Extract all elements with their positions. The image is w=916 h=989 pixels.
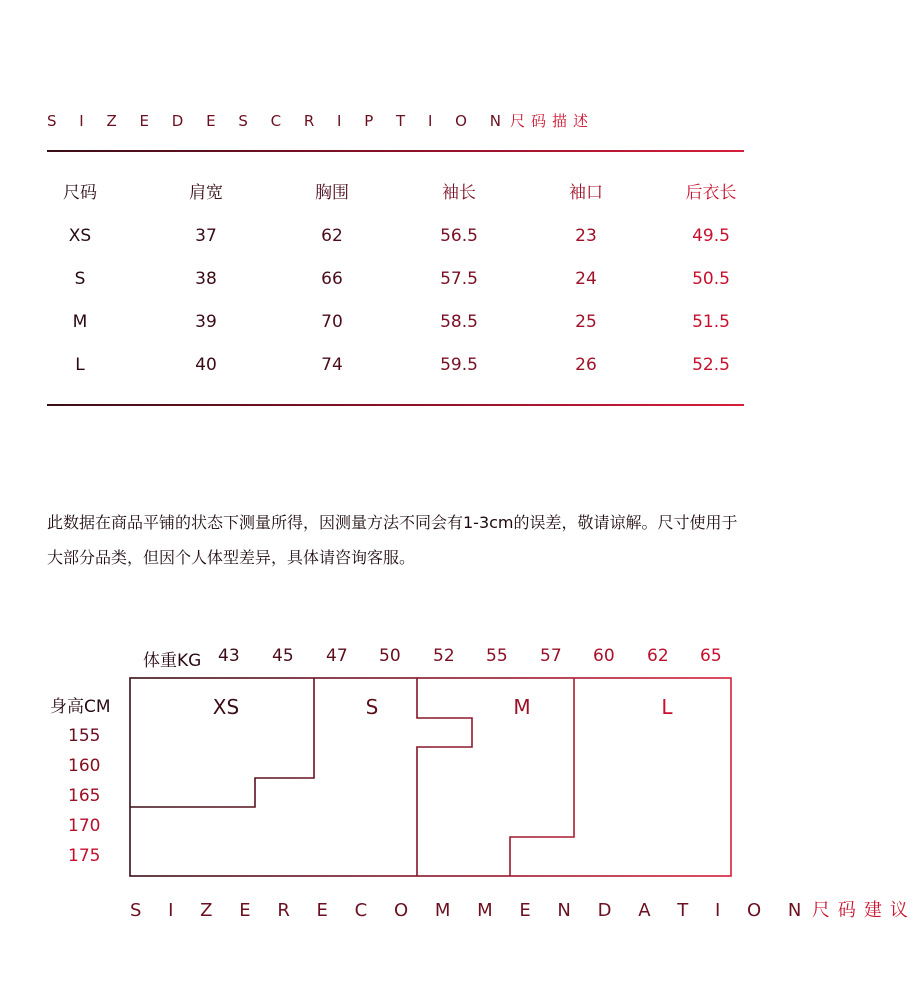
weight-tick: 50 <box>379 646 401 666</box>
cell-size: M <box>72 312 88 332</box>
weight-tick: 47 <box>326 646 348 666</box>
cell-sleeve: 59.5 <box>440 355 478 375</box>
weight-tick: 43 <box>218 646 240 666</box>
height-tick: 175 <box>68 846 101 866</box>
title-latin: S I Z E R E C O M M E N D A T I O N <box>130 900 812 921</box>
cell-back-length: 51.5 <box>692 312 730 332</box>
weight-tick: 62 <box>647 646 669 666</box>
cell-cuff: 25 <box>575 312 597 332</box>
header-chest: 胸围 <box>315 183 349 203</box>
cell-sleeve: 58.5 <box>440 312 478 332</box>
zone-label-m: M <box>513 695 531 719</box>
weight-tick: 60 <box>593 646 615 666</box>
cell-chest: 62 <box>321 226 343 246</box>
cell-back-length: 49.5 <box>692 226 730 246</box>
header-shoulder: 肩宽 <box>189 183 223 203</box>
cell-shoulder: 40 <box>195 355 217 375</box>
cell-size: L <box>75 355 85 375</box>
cell-sleeve: 57.5 <box>440 269 478 289</box>
header-cuff: 袖口 <box>569 183 603 203</box>
cell-size: S <box>74 269 86 289</box>
cell-chest: 70 <box>321 312 343 332</box>
cell-sleeve: 56.5 <box>440 226 478 246</box>
header-sleeve: 袖长 <box>442 183 476 203</box>
zone-label-s: S <box>365 695 379 719</box>
height-axis-label: 身高CM <box>50 697 111 717</box>
title-cn: 尺码建议 <box>811 900 916 921</box>
cell-chest: 66 <box>321 269 343 289</box>
header-size: 尺码 <box>63 183 97 203</box>
height-tick: 160 <box>68 756 101 776</box>
height-tick: 170 <box>68 816 101 836</box>
size-recommendation-title <box>130 896 916 922</box>
cell-chest: 74 <box>321 355 343 375</box>
cell-shoulder: 37 <box>195 226 217 246</box>
cell-shoulder: 39 <box>195 312 217 332</box>
weight-tick: 45 <box>272 646 294 666</box>
weight-tick: 65 <box>700 646 722 666</box>
header-back-length: 后衣长 <box>685 183 737 203</box>
weight-tick: 55 <box>486 646 508 666</box>
cell-cuff: 24 <box>575 269 597 289</box>
weight-tick: 57 <box>540 646 562 666</box>
zone-boundary-s <box>417 678 472 876</box>
weight-axis-label: 体重KG <box>143 651 202 671</box>
measurement-note: 此数据在商品平铺的状态下测量所得，因测量方法不同会有1-3cm的误差，敬请谅解。尺寸使用于大部分品类，但因个人体型差异，具体请咨询客服。 <box>47 513 738 567</box>
cell-cuff: 23 <box>575 226 597 246</box>
height-tick: 165 <box>68 786 101 806</box>
height-tick: 155 <box>68 726 101 746</box>
cell-back-length: 52.5 <box>692 355 730 375</box>
zone-label-xs: XS <box>212 695 240 719</box>
cell-shoulder: 38 <box>195 269 217 289</box>
title-cn: 尺码描述 <box>509 112 594 130</box>
weight-tick: 52 <box>433 646 455 666</box>
cell-back-length: 50.5 <box>692 269 730 289</box>
cell-cuff: 26 <box>575 355 597 375</box>
title-latin: S I Z E D E S C R I P T I O N <box>47 112 510 130</box>
cell-size: XS <box>68 226 92 246</box>
zone-label-l: L <box>661 695 673 719</box>
